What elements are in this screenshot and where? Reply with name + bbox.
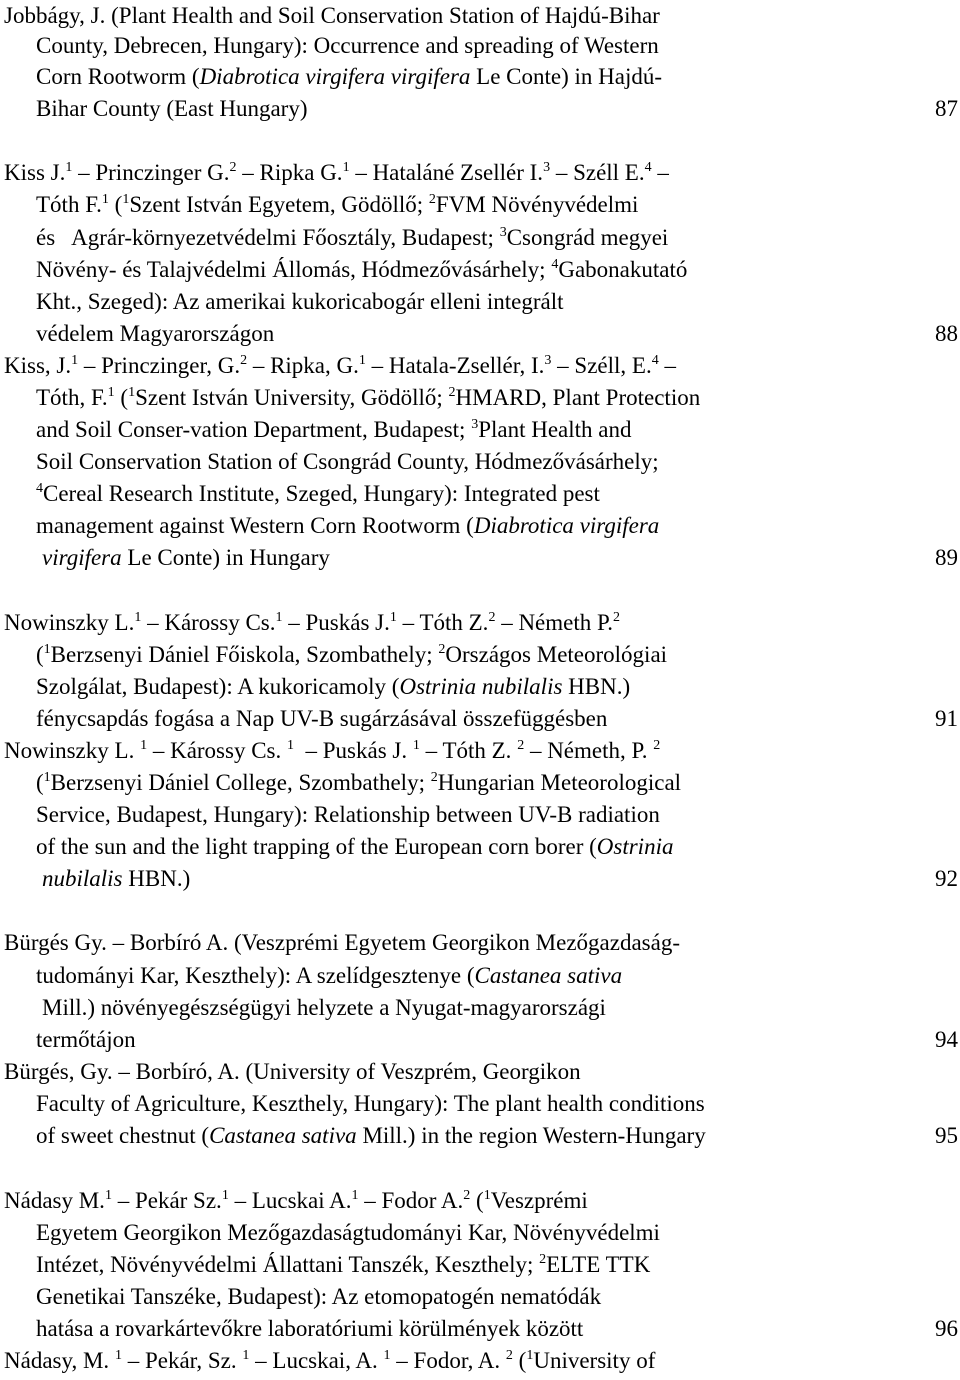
contents-line	[0, 382, 960, 414]
contents-line	[0, 61, 960, 93]
affiliation-superscript: 4	[551, 257, 559, 272]
contents-line	[0, 189, 960, 221]
text-run: Gabonakutató	[558, 257, 688, 282]
text-run: (	[114, 385, 129, 410]
entry-text	[36, 93, 307, 125]
text-run: – Fodor, A.	[390, 1348, 506, 1373]
entry-text	[4, 607, 620, 639]
contents-line	[0, 639, 960, 671]
text-run: Nádasy, M.	[4, 1348, 115, 1373]
entry-text	[4, 1185, 588, 1217]
text-run: Szent István Egyetem, Gödöllő;	[129, 192, 429, 217]
text-run: – Tóth Z.	[419, 738, 518, 763]
text-run: Le Conte) in Hungary	[121, 545, 330, 570]
text-run: Faculty of Agriculture, Keszthely, Hungary): The plant health conditions	[36, 1091, 705, 1116]
entry-text	[36, 1024, 136, 1056]
contents-line	[0, 735, 960, 767]
entry-text	[4, 0, 660, 32]
text-run: of sweet chestnut (	[36, 1123, 210, 1148]
page-number: 94	[935, 1027, 958, 1052]
contents-line	[0, 863, 960, 895]
affiliation-superscript: 3	[499, 225, 507, 240]
text-run: HMARD, Plant Protection	[455, 385, 701, 410]
contents-line	[0, 1185, 960, 1217]
text-run: – Fodor A.	[358, 1188, 464, 1213]
affiliation-superscript: 2	[448, 385, 456, 400]
contents-line	[0, 478, 960, 510]
text-run: – Puskás J.	[294, 738, 413, 763]
contents-line	[0, 1313, 960, 1345]
text-run: Soil Conservation Station of Csongrád County, Hódmezővásárhely;	[36, 449, 659, 474]
affiliation-superscript: 4	[651, 353, 659, 368]
entry-text	[36, 61, 662, 93]
text-run: Nowinszky L.	[4, 738, 141, 763]
affiliation-superscript: 1	[71, 353, 79, 368]
affiliation-superscript: 1	[140, 738, 148, 753]
text-run: of the sun and the light trapping of the European corn borer (	[36, 834, 597, 859]
affiliation-superscript: 2	[488, 610, 496, 625]
species-name: Ostrinia nubilalis	[399, 674, 563, 699]
affiliation-superscript: 2	[539, 1252, 547, 1267]
text-run: Kht., Szeged): Az amerikai kukoricabogár elleni integrált	[36, 289, 564, 314]
text-run: – Széll E.	[550, 160, 645, 185]
text-run: – Hataláné Zsellér I.	[349, 160, 544, 185]
affiliation-superscript: 2	[430, 770, 438, 785]
text-run: Jobbágy, J. (Plant Health and Soil Conservation Station of Hajdú-Bihar	[4, 3, 660, 28]
entry-text	[36, 254, 687, 286]
text-run: (	[36, 642, 44, 667]
text-run: (	[108, 192, 123, 217]
affiliation-superscript: 1	[242, 1348, 250, 1363]
text-run: and Soil Conser-vation Department, Budapest;	[36, 417, 472, 442]
text-run: Bürgés Gy. – Borbíró A. (Veszprémi Egyetem Georgikon Mezőgazdaság-	[4, 930, 680, 955]
text-run: (	[512, 1348, 527, 1373]
text-run: – Lucskai, A.	[249, 1348, 384, 1373]
entry-text	[42, 542, 330, 574]
species-name: nubilalis	[42, 866, 123, 891]
text-run: – Princzinger, G.	[78, 353, 241, 378]
affiliation-superscript: 2	[517, 738, 525, 753]
affiliation-superscript: 4	[36, 481, 43, 496]
affiliation-superscript: 1	[122, 192, 130, 207]
contents-line	[0, 222, 960, 254]
text-run: –	[658, 353, 676, 378]
text-run: Genetikai Tanszéke, Budapest): Az etomopatogén nematódák	[36, 1284, 602, 1309]
entry-text	[4, 1345, 655, 1377]
entry-text	[4, 927, 680, 959]
affiliation-superscript: 1	[221, 1188, 229, 1203]
text-run: FVM Növényvédelmi	[435, 192, 639, 217]
page-number: 92	[935, 866, 958, 891]
affiliation-superscript: 1	[389, 610, 397, 625]
text-run: Csongrád megyei	[506, 225, 669, 250]
species-name: Castanea sativa	[209, 1123, 357, 1148]
text-run: – Lucskai A.	[228, 1188, 352, 1213]
text-run: – Hatala-Zsellér, I.	[365, 353, 545, 378]
contents-line	[0, 254, 960, 286]
text-run: Egyetem Georgikon Mezőgazdaságtudományi Kar, Növényvédelmi	[36, 1220, 660, 1245]
page-number: 91	[935, 706, 958, 731]
text-run: Tóth, F.	[36, 385, 108, 410]
contents-line	[0, 1281, 960, 1313]
entry-text	[4, 1056, 581, 1088]
contents-line	[0, 1024, 960, 1056]
affiliation-superscript: 3	[544, 353, 552, 368]
entry-text	[36, 382, 700, 414]
affiliation-superscript: 1	[351, 1188, 359, 1203]
entry-text	[36, 414, 631, 446]
contents-line	[0, 1120, 960, 1152]
entry-text	[36, 318, 274, 350]
text-run: – Pekár Sz.	[111, 1188, 222, 1213]
affiliation-superscript: 2	[653, 738, 661, 753]
text-run: Berzsenyi Dániel College, Szombathely;	[50, 770, 431, 795]
entry-text	[36, 446, 659, 478]
contents-line	[0, 831, 960, 863]
text-run: Hungarian Meteorological	[437, 770, 682, 795]
text-run: Corn Rootworm (	[36, 64, 200, 89]
affiliation-superscript: 1	[483, 1188, 491, 1203]
page-number: 96	[935, 1316, 958, 1341]
entry-text	[36, 1249, 650, 1281]
text-run: – Németh P.	[495, 610, 613, 635]
affiliation-superscript: 1	[287, 738, 294, 753]
text-run: County, Debrecen, Hungary): Occurrence and spreading of Western	[36, 33, 659, 58]
contents-line	[0, 1249, 960, 1281]
entry-text	[36, 1313, 583, 1345]
affiliation-superscript: 1	[526, 1348, 534, 1363]
entry-text	[36, 189, 638, 221]
entry-text	[42, 992, 606, 1024]
entry-text	[4, 735, 660, 767]
text-run: – Károssy Cs.	[141, 610, 276, 635]
text-run: Kiss, J.	[4, 353, 72, 378]
text-run: – Ripka, G.	[247, 353, 359, 378]
contents-line	[0, 767, 960, 799]
text-run: ELTE TTK	[546, 1252, 651, 1277]
text-run: Szolgálat, Budapest): A kukoricamoly (	[36, 674, 400, 699]
contents-line	[0, 93, 960, 125]
text-run: hatása a rovarkártevőkre laboratóriumi körülmények között	[36, 1316, 584, 1341]
text-run: Berzsenyi Dániel Főiskola, Szombathely;	[50, 642, 439, 667]
affiliation-superscript: 3	[471, 417, 479, 432]
species-name: Diabrotica virgifera virgifera	[199, 64, 471, 89]
entry-text	[36, 286, 564, 318]
affiliation-superscript: 1	[128, 385, 136, 400]
text-run: tudományi Kar, Keszthely): A szelídgesztenye (	[36, 963, 475, 988]
affiliation-superscript: 1	[65, 160, 73, 175]
text-run: Veszprémi	[490, 1188, 588, 1213]
entry-text	[36, 671, 630, 703]
contents-line	[0, 350, 960, 382]
affiliation-superscript: 2	[613, 610, 620, 625]
affiliation-superscript: 1	[104, 1188, 112, 1203]
contents-line	[0, 927, 960, 959]
affiliation-superscript: 1	[383, 1348, 391, 1363]
page-number: 95	[935, 1123, 958, 1148]
entry-text	[36, 767, 681, 799]
entry-text	[42, 863, 190, 895]
text-run: – Princzinger G.	[72, 160, 230, 185]
affiliation-superscript: 2	[229, 160, 237, 175]
text-run: Országos Meteorológiai	[445, 642, 668, 667]
text-run: Mill.) növényegészségügyi helyzete a Nyugat-magyarországi	[42, 995, 606, 1020]
contents-line	[0, 446, 960, 478]
text-run: (	[470, 1188, 484, 1213]
entry-text	[4, 157, 669, 189]
text-run: termőtájon	[36, 1027, 136, 1052]
entry-text	[36, 1281, 601, 1313]
affiliation-superscript: 1	[101, 192, 109, 207]
text-run: (	[36, 770, 44, 795]
text-run: Intézet, Növényvédelmi Állattani Tanszék, Keszthely;	[36, 1252, 540, 1277]
affiliation-superscript: 1	[412, 738, 420, 753]
text-run: – Pekár, Sz.	[121, 1348, 243, 1373]
species-name: virgifera	[42, 545, 122, 570]
text-run: – Németh, P.	[524, 738, 654, 763]
text-run: –	[651, 160, 669, 185]
contents-line	[0, 1345, 960, 1377]
text-run: Service, Budapest, Hungary): Relationship between UV-B radiation	[36, 802, 660, 827]
entry-text	[36, 30, 659, 62]
entry-text	[36, 831, 673, 863]
affiliation-superscript: 1	[275, 610, 283, 625]
affiliation-superscript: 1	[134, 610, 142, 625]
text-run: Kiss J.	[4, 160, 66, 185]
affiliation-superscript: 1	[107, 385, 115, 400]
text-run: Bürgés, Gy. – Borbíró, A. (University of Veszprém, Georgikon	[4, 1059, 581, 1084]
affiliation-superscript: 1	[43, 642, 51, 657]
contents-line	[0, 414, 960, 446]
affiliation-superscript: 2	[505, 1348, 513, 1363]
contents-line	[0, 992, 960, 1024]
affiliation-superscript: 2	[463, 1188, 471, 1203]
species-name: Diabrotica virgifera	[473, 513, 660, 538]
text-run: Mill.) in the region Western-Hungary	[356, 1123, 706, 1148]
contents-line	[0, 960, 960, 992]
text-run: – Puskás J.	[282, 610, 390, 635]
text-run: Tóth F.	[36, 192, 102, 217]
affiliation-superscript: 2	[428, 192, 436, 207]
text-run: Bihar County (East Hungary)	[36, 96, 308, 121]
entry-text	[36, 510, 659, 542]
page-number: 87	[935, 96, 958, 121]
species-name: Castanea sativa	[474, 963, 623, 988]
contents-line	[0, 542, 960, 574]
text-run: Növény- és Talajvédelmi Állomás, Hódmezővásárhely;	[36, 257, 552, 282]
text-run: Le Conte) in Hajdú-	[470, 64, 663, 89]
text-run: HBN.)	[562, 674, 631, 699]
affiliation-superscript: 4	[644, 160, 652, 175]
contents-line	[0, 157, 960, 189]
text-run: management against Western Corn Rootworm (	[36, 513, 474, 538]
contents-line	[0, 607, 960, 639]
text-run: – Széll, E.	[551, 353, 652, 378]
contents-line	[0, 1056, 960, 1088]
contents-line	[0, 30, 960, 62]
text-run: Cereal Research Institute, Szeged, Hungary): Integrated pest	[43, 481, 600, 506]
text-run: Nowinszky L.	[4, 610, 135, 635]
entry-text	[36, 639, 667, 671]
affiliation-superscript: 1	[114, 1348, 122, 1363]
entry-text	[36, 703, 607, 735]
text-run: védelem Magyarországon	[36, 321, 275, 346]
text-run: – Károssy Cs.	[147, 738, 287, 763]
affiliation-superscript: 1	[342, 160, 350, 175]
text-run: és Agrár-környezetvédelmi Főosztály, Budapest;	[36, 225, 500, 250]
affiliation-superscript: 1	[358, 353, 366, 368]
entry-text	[4, 350, 676, 382]
contents-line	[0, 510, 960, 542]
text-run: Nádasy M.	[4, 1188, 105, 1213]
text-run: University of	[533, 1348, 656, 1373]
affiliation-superscript: 2	[240, 353, 248, 368]
entry-text	[36, 1120, 706, 1152]
entry-text	[36, 960, 622, 992]
affiliation-superscript: 3	[543, 160, 551, 175]
text-run: Szent István University, Gödöllő;	[135, 385, 449, 410]
affiliation-superscript: 1	[43, 770, 51, 785]
text-run: fénycsapdás fogása a Nap UV-B sugárzásával összefüggésben	[36, 706, 608, 731]
contents-line	[0, 1088, 960, 1120]
entry-text	[36, 1217, 660, 1249]
text-run: – Ripka G.	[236, 160, 343, 185]
page-number: 89	[935, 545, 958, 570]
entry-text	[36, 1088, 705, 1120]
entry-text	[36, 799, 660, 831]
contents-line	[0, 703, 960, 735]
contents-line	[0, 0, 960, 32]
entry-text	[36, 478, 600, 510]
entry-text	[36, 222, 668, 254]
text-run: – Tóth Z.	[396, 610, 489, 635]
contents-line	[0, 286, 960, 318]
contents-line	[0, 799, 960, 831]
species-name: Ostrinia	[596, 834, 674, 859]
text-run: HBN.)	[122, 866, 191, 891]
page-number: 88	[935, 321, 958, 346]
text-run: Plant Health and	[478, 417, 632, 442]
contents-line	[0, 318, 960, 350]
contents-line	[0, 671, 960, 703]
affiliation-superscript: 2	[438, 642, 446, 657]
contents-line	[0, 1217, 960, 1249]
